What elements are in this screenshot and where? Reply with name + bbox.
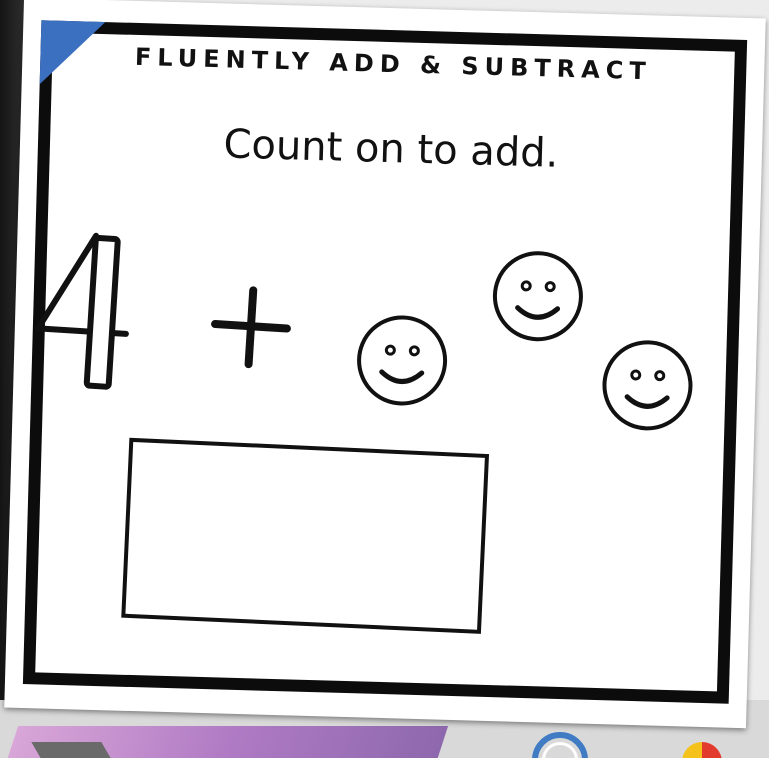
answer-box[interactable] [121, 438, 489, 634]
smiley-face-icon [358, 316, 446, 404]
smiley-face-icon [494, 252, 582, 340]
worksheet-card [4, 0, 766, 728]
worksheet-instruction: Count on to add. [222, 121, 560, 177]
start-number [35, 233, 132, 388]
counters [357, 248, 694, 429]
worksheet-heading: FLUENTLY ADD & SUBTRACT [134, 42, 653, 86]
plus-sign [213, 288, 290, 366]
smiley-face-icon [603, 341, 691, 429]
addition-problem [11, 0, 766, 478]
